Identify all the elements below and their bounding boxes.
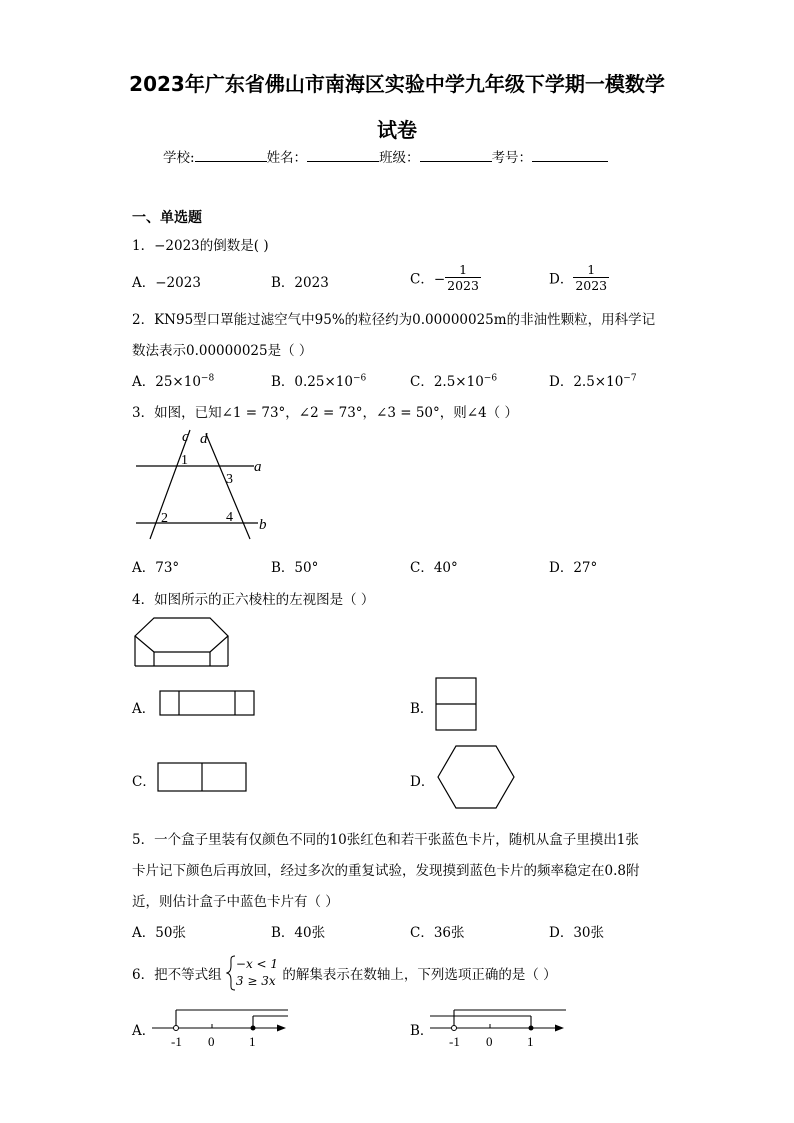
number-blank bbox=[532, 149, 608, 162]
q2-d-base: D．2.5×10 bbox=[549, 374, 624, 390]
student-info-line bbox=[163, 146, 608, 166]
q4-option-a-figure bbox=[159, 690, 257, 718]
name-label: 姓名： bbox=[266, 150, 308, 166]
q4-option-b-figure bbox=[435, 677, 479, 733]
q4-option-c-label: C． bbox=[132, 774, 156, 790]
q3-option-b: B．50° bbox=[271, 560, 319, 576]
tick-label-1: 1 bbox=[527, 1034, 534, 1049]
q3-option-d: D．27° bbox=[549, 560, 598, 576]
q4-option-b-label: B． bbox=[410, 701, 434, 717]
q5-option-b: B．40张 bbox=[271, 925, 326, 941]
q1-stem: 1．−2023的倒数是( ) bbox=[132, 238, 269, 254]
tick-label-neg1: -1 bbox=[449, 1034, 460, 1049]
q5-stem-line1: 5．一个盒子里装有仅颜色不同的10张红色和若干张蓝色卡片，随机从盒子里摸出1张 bbox=[132, 832, 639, 848]
q1-c-label: C．− bbox=[410, 271, 446, 288]
q6-option-a-label: A． bbox=[132, 1023, 156, 1039]
q6-stem-suffix: 的解集表示在数轴上，下列选项正确的是（ ） bbox=[282, 967, 557, 983]
q6-stem-prefix: 6．把不等式组 bbox=[132, 967, 222, 983]
q6-option-a-number-line bbox=[150, 1004, 290, 1050]
q4-stem: 4．如图所示的正六棱柱的左视图是（ ） bbox=[132, 592, 375, 608]
label-d: d bbox=[200, 431, 208, 447]
q5-option-d: D．30张 bbox=[549, 925, 605, 941]
q1-d-denominator: 2023 bbox=[575, 278, 608, 293]
class-label: 班级： bbox=[379, 150, 420, 166]
q2-c-exponent: −6 bbox=[483, 373, 498, 384]
q2-b-base: B．0.25×10 bbox=[271, 374, 353, 390]
q6-option-b-number-line bbox=[428, 1004, 568, 1050]
q1-d-fraction bbox=[573, 262, 609, 293]
q3-stem: 3．如图，已知∠1 = 73°，∠2 = 73°，∠3 = 50°，则∠4（ ） bbox=[132, 405, 518, 421]
q5-stem-line3: 近，则估计盒子中蓝色卡片有（ ） bbox=[132, 894, 339, 910]
school-blank bbox=[195, 149, 267, 162]
q5-option-c: C．36张 bbox=[410, 925, 465, 941]
q1-option-c bbox=[410, 262, 481, 293]
page-title: 2023年广东省佛山市南海区实验中学九年级下学期一模数学 bbox=[129, 72, 665, 96]
q5-option-a: A．50张 bbox=[132, 925, 186, 941]
q2-a-exponent: −8 bbox=[200, 373, 215, 384]
q1-c-denominator: 2023 bbox=[447, 278, 479, 293]
tick-label-0: 0 bbox=[486, 1034, 493, 1049]
q1-c-fraction bbox=[445, 262, 481, 293]
tick-label-0: 0 bbox=[208, 1034, 215, 1049]
school-label: 学校: bbox=[163, 150, 195, 166]
q2-a-base: A．25×10 bbox=[132, 374, 201, 390]
q3-option-c: C．40° bbox=[410, 560, 458, 576]
section-heading: 一、单选题 bbox=[132, 210, 202, 226]
angle-2-label: 2 bbox=[161, 511, 168, 526]
q2-option-b bbox=[271, 370, 366, 390]
q4-hexagonal-prism-figure bbox=[132, 614, 232, 670]
q6-option-b-label: B． bbox=[410, 1023, 434, 1039]
class-blank bbox=[420, 149, 492, 162]
q2-stem-line1: 2．KN95型口罩能过滤空气中95%的粒径约为0.00000025m的非油性颗粒，用科学记 bbox=[132, 312, 656, 328]
q1-option-d bbox=[549, 262, 609, 293]
angle-3-label: 3 bbox=[226, 472, 233, 487]
q3-parallel-lines-figure bbox=[132, 426, 282, 548]
q2-c-base: C．2.5×10 bbox=[410, 374, 484, 390]
q4-option-c-figure bbox=[157, 762, 249, 794]
q5-stem-line2: 卡片记下颜色后再放回，经过多次的重复试验，发现摸到蓝色卡片的频率稳定在0.8附 bbox=[132, 863, 640, 879]
q1-d-numerator: 1 bbox=[573, 262, 609, 278]
q2-b-exponent: −6 bbox=[352, 373, 367, 384]
q6-inequality-2: 3 ≥ 3x bbox=[235, 974, 276, 988]
q2-option-d bbox=[549, 370, 637, 390]
angle-1-label: 1 bbox=[181, 453, 188, 468]
q6-inequality-1: −x < 1 bbox=[235, 957, 279, 971]
q3-option-a: A．73° bbox=[132, 560, 180, 576]
q1-option-a: A．−2023 bbox=[132, 275, 201, 291]
label-c: c bbox=[182, 429, 189, 445]
angle-4-label: 4 bbox=[226, 510, 233, 525]
label-a: a bbox=[254, 459, 262, 475]
q4-option-d-label: D． bbox=[410, 774, 435, 790]
label-b: b bbox=[259, 517, 267, 533]
tick-label-neg1: -1 bbox=[171, 1034, 182, 1049]
q1-c-numerator: 1 bbox=[445, 262, 481, 278]
q1-option-b: B．2023 bbox=[271, 275, 329, 291]
tick-label-1: 1 bbox=[249, 1034, 256, 1049]
q2-d-exponent: −7 bbox=[623, 373, 637, 384]
page-title-line2: 试卷 bbox=[377, 118, 417, 142]
q2-option-c bbox=[410, 370, 497, 390]
name-blank bbox=[307, 149, 379, 162]
q2-option-a bbox=[132, 370, 214, 390]
number-label: 考号： bbox=[491, 150, 533, 166]
q6-system-brace bbox=[226, 955, 236, 991]
q2-stem-line2: 数法表示0.00000025是（ ） bbox=[132, 343, 313, 359]
q1-d-label: D． bbox=[549, 271, 574, 288]
q6-stem bbox=[132, 955, 557, 991]
q4-option-a-label: A． bbox=[132, 701, 156, 717]
q4-option-d-hexagon bbox=[436, 744, 516, 812]
q6-inequality-system bbox=[236, 956, 278, 990]
